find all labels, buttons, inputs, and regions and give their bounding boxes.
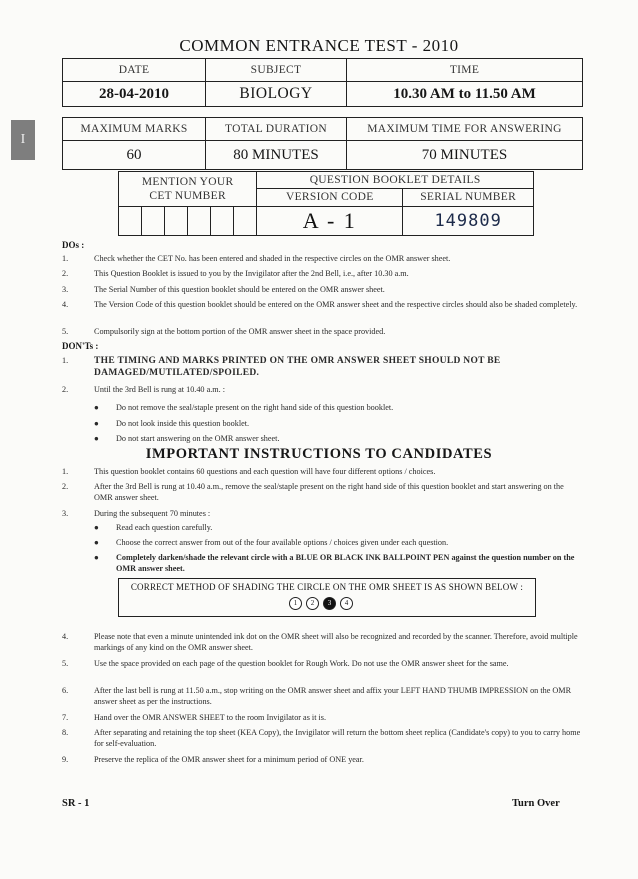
item-text: This question booklet contains 60 questions and each question will have four different options / choices. <box>94 467 436 476</box>
omr-shading-label: CORRECT METHOD OF SHADING THE CIRCLE ON THE OMR SHEET IS AS SHOWN BELOW : <box>130 582 524 592</box>
bullet-dot-icon: ● <box>94 403 99 412</box>
bullet-text: Completely darken/shade the relevant circle with a BLUE OR BLACK INK BALLPOINT PEN against the question number on the OMR answer sheet. <box>116 553 575 573</box>
bullet-dot-icon: ● <box>94 419 99 428</box>
booklet-details-label: QUESTION BOOKLET DETAILS <box>257 172 534 189</box>
bullet-text: Read each question carefully. <box>116 523 213 532</box>
item-number: 7. <box>62 713 69 722</box>
item-text: Please note that even a minute unintended ink dot on the OMR sheet will also be recognized and recorded by the scanner. Therefore, avoid multiple markings of any kind on the OMR answer sheet. <box>94 632 578 652</box>
cet-digit-box[interactable] <box>188 207 211 236</box>
cet-number-label: MENTION YOUR CET NUMBER <box>119 172 257 207</box>
cet-digit-box[interactable] <box>234 207 257 236</box>
page-title: COMMON ENTRANCE TEST - 2010 <box>179 36 459 55</box>
item-number: 6. <box>62 686 69 695</box>
max-marks-header: MAXIMUM MARKS <box>63 118 206 141</box>
item-number: 8. <box>62 728 69 737</box>
item-text: Compulsorily sign at the bottom portion of the OMR answer sheet in the space provided. <box>94 327 386 336</box>
omr-bubble-filled: 3 <box>323 597 336 610</box>
cet-digit-box[interactable] <box>119 207 142 236</box>
item-text: Check whether the CET No. has been entered and shaded in the respective circles on the OMR answer sheet. <box>94 254 451 263</box>
item-number: 4. <box>62 300 69 309</box>
item-text: The Version Code of this question booklet should be entered on the OMR answer sheet and the respective circles should also be shaded completely. <box>94 300 578 309</box>
bullet-dot-icon: ● <box>94 434 99 443</box>
item-number: 9. <box>62 755 69 764</box>
omr-bubble: 1 <box>289 597 302 610</box>
item-text: Preserve the replica of the OMR answer sheet for a minimum period of ONE year. <box>94 755 364 764</box>
cet-digit-box[interactable] <box>211 207 234 236</box>
version-code-value: A - 1 <box>257 207 403 236</box>
date-header: DATE <box>63 59 206 82</box>
omr-shading-example <box>118 578 536 617</box>
item-number: 5. <box>62 659 69 668</box>
version-code-label: VERSION CODE <box>257 188 403 206</box>
max-time-header: MAXIMUM TIME FOR ANSWERING <box>347 118 583 141</box>
item-number: 3. <box>62 285 69 294</box>
serial-number-label: SERIAL NUMBER <box>403 188 534 206</box>
exam-details-table <box>62 58 583 107</box>
subject-header: SUBJECT <box>206 59 347 82</box>
item-number: 2. <box>62 269 69 278</box>
bullet-dot-icon: ● <box>94 538 99 547</box>
item-number: 5. <box>62 327 69 336</box>
item-number: 2. <box>62 385 69 394</box>
item-text: THE TIMING AND MARKS PRINTED ON THE OMR ANSWER SHEET SHOULD NOT BE DAMAGED/MUTILATED/SPOILED. <box>94 356 501 378</box>
bullet-dot-icon: ● <box>94 553 99 562</box>
page-code: SR - 1 <box>62 798 90 809</box>
item-text: After separating and retaining the top sheet (KEA Copy), the Invigilator will return the bottom sheet replica (Candidate's copy) to you to carry home for self-evaluation. <box>94 728 581 748</box>
max-marks-value: 60 <box>63 141 206 170</box>
item-text: This Question Booklet is issued to you by the Invigilator after the 2nd Bell, i.e., after 10.30 a.m. <box>94 269 409 278</box>
item-number: 1. <box>62 356 69 365</box>
item-text: Until the 3rd Bell is rung at 10.40 a.m. : <box>94 385 225 394</box>
side-tab-marker: I <box>11 120 35 160</box>
cet-booklet-table <box>118 171 534 236</box>
time-header: TIME <box>347 59 583 82</box>
marks-table <box>62 117 583 170</box>
donts-heading: DON'Ts : <box>62 341 99 351</box>
item-number: 1. <box>62 467 69 476</box>
max-time-value: 70 MINUTES <box>347 141 583 170</box>
subject-value: BIOLOGY <box>206 82 347 107</box>
bullet-dot-icon: ● <box>94 523 99 532</box>
cet-digit-box[interactable] <box>142 207 165 236</box>
bullet-text: Do not start answering on the OMR answer sheet. <box>116 434 280 443</box>
item-text: After the 3rd Bell is rung at 10.40 a.m., remove the seal/staple present on the right hand side of this question booklet and start answering on the OMR answer sheet. <box>94 482 564 502</box>
omr-bubble: 2 <box>306 597 319 610</box>
item-text: After the last bell is rung at 11.50 a.m., stop writing on the OMR answer sheet and affix your LEFT HAND THUMB IMPRESSION on the OMR answer sheet as per the instructions. <box>94 686 572 706</box>
item-text: Hand over the OMR ANSWER SHEET to the room Invigilator as it is. <box>94 713 327 722</box>
time-value: 10.30 AM to 11.50 AM <box>347 82 583 107</box>
total-duration-header: TOTAL DURATION <box>206 118 347 141</box>
item-number: 2. <box>62 482 69 491</box>
omr-bubble-row <box>289 597 379 611</box>
serial-number-value: 149809 <box>403 207 534 236</box>
date-value: 28-04-2010 <box>63 82 206 107</box>
turn-over-label: Turn Over <box>512 798 560 809</box>
item-text: Use the space provided on each page of the question booklet for Rough Work. Do not use the OMR answer sheet for the same. <box>94 659 509 668</box>
cet-digit-box[interactable] <box>165 207 188 236</box>
dos-heading: DOs : <box>62 240 85 250</box>
item-number: 1. <box>62 254 69 263</box>
item-text: The Serial Number of this question booklet should be entered on the OMR answer sheet. <box>94 285 385 294</box>
bullet-text: Do not look inside this question booklet. <box>116 419 250 428</box>
item-number: 4. <box>62 632 69 641</box>
item-number: 3. <box>62 509 69 518</box>
item-text: During the subsequent 70 minutes : <box>94 509 211 518</box>
bullet-text: Do not remove the seal/staple present on the right hand side of this question booklet. <box>116 403 394 412</box>
bullet-text: Choose the correct answer from out of the four available options / choices given under each question. <box>116 538 449 547</box>
instructions-heading: IMPORTANT INSTRUCTIONS TO CANDIDATES <box>145 446 493 462</box>
total-duration-value: 80 MINUTES <box>206 141 347 170</box>
omr-bubble: 4 <box>340 597 353 610</box>
